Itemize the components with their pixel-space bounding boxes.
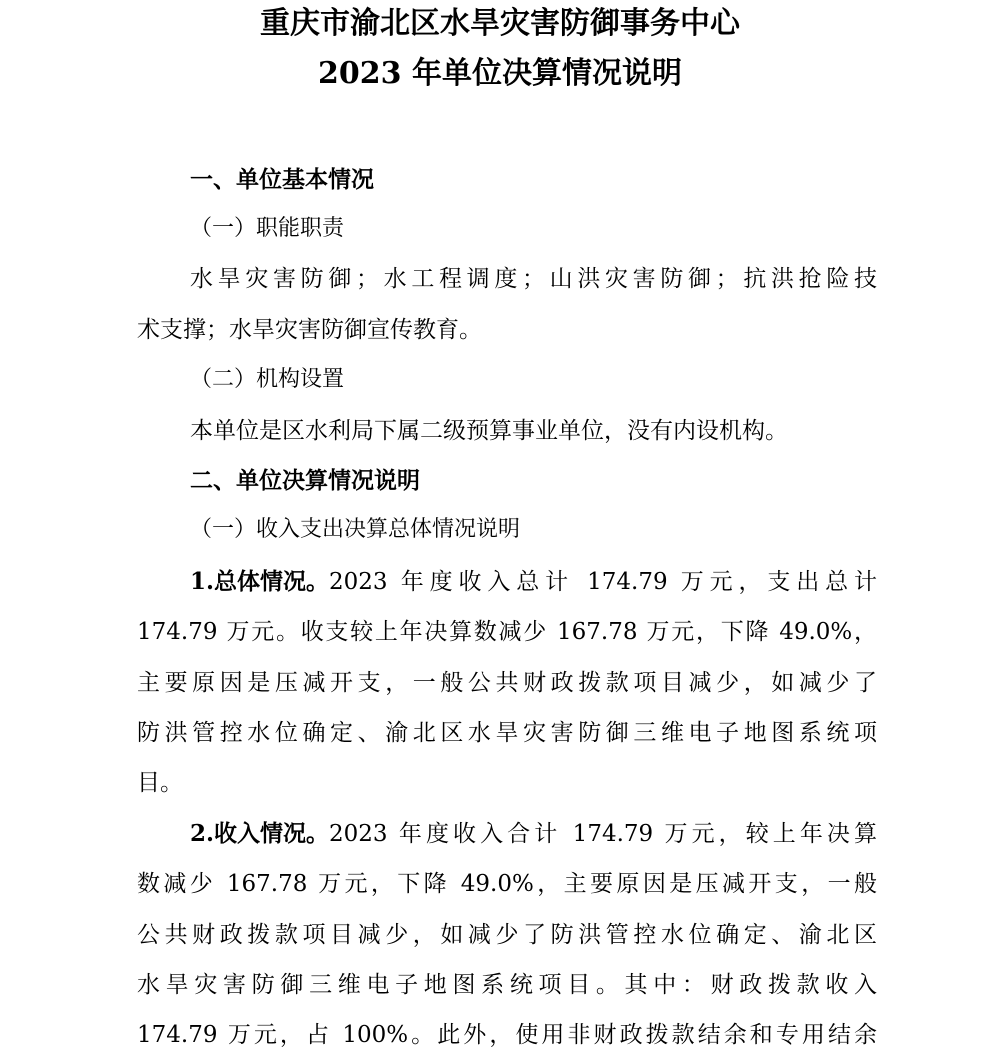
para1-line3: 主要原因是压减开支，一般公共财政拨款项目减少，如减少了 — [137, 670, 877, 696]
para2-line1-rest: 2023 年度收入合计 174.79 万元，较上年决算 — [329, 821, 877, 847]
section2-sub1-heading: （一）收入支出决算总体情况说明 — [190, 517, 521, 542]
section1-heading: 一、单位基本情况 — [190, 166, 374, 193]
section1-sub1-text-line1: 水旱灾害防御；水工程调度；山洪灾害防御；抗洪抢险技 — [190, 266, 877, 292]
document-title-line2: 2023 年单位决算情况说明 — [318, 56, 682, 91]
section1-sub2-heading: （二）机构设置 — [190, 367, 345, 392]
para1-line5: 目。 — [137, 770, 183, 796]
section1-sub2-text-line1: 本单位是区水利局下属二级预算事业单位，没有内设机构。 — [190, 418, 788, 444]
para2-line1 — [190, 817, 877, 851]
para1-line2: 174.79 万元。收支较上年决算数减少 167.78 万元，下降 49.0%， — [137, 619, 877, 645]
para2-line4: 水旱灾害防御三维电子地图系统项目。其中：财政拨款收入 — [137, 972, 877, 998]
para1-line4: 防洪管控水位确定、渝北区水旱灾害防御三维电子地图系统项 — [137, 720, 877, 746]
section2-heading: 二、单位决算情况说明 — [190, 467, 420, 494]
section1-sub1-text-line2: 术支撑；水旱灾害防御宣传教育。 — [137, 317, 482, 343]
para1-line1 — [190, 565, 877, 599]
para2-line5: 174.79 万元，占 100%。此外，使用非财政拨款结余和专用结余 — [137, 1022, 877, 1048]
document-title-line1: 重庆市渝北区水旱灾害防御事务中心 — [260, 6, 740, 41]
para1-lead: 1.总体情况。 — [190, 568, 330, 595]
para2-line2: 数减少 167.78 万元，下降 49.0%，主要原因是压减开支，一般 — [137, 871, 877, 897]
para2-line3: 公共财政拨款项目减少，如减少了防洪管控水位确定、渝北区 — [137, 922, 877, 948]
para1-line1-rest: 2023 年度收入总计 174.79 万元，支出总计 — [329, 569, 877, 595]
para2-lead: 2.收入情况。 — [190, 820, 330, 847]
section1-sub1-heading: （一）职能职责 — [190, 216, 345, 241]
